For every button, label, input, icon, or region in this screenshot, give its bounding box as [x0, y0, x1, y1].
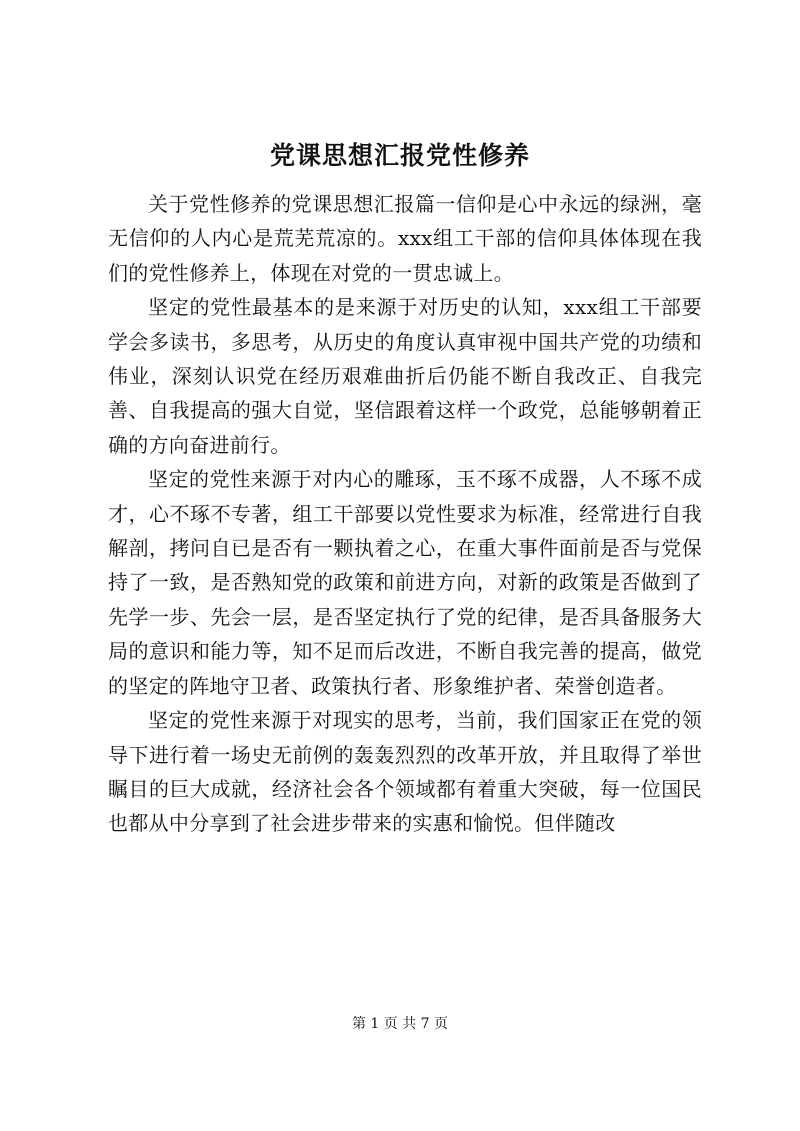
paragraph-3: 坚定的党性来源于对内心的雕琢，玉不琢不成器，人不琢不成才，心不琢不专著，组工干部要以党性要求为标准，经常进行自我解剖，拷问自已是否有一颗执着之心，在重大事件面前是否与党保持了一致，是否熟知党的政策和前进方向，对新的政策是否做到了先学一步、先会一层，是否坚定执行了党的纪律，是否具备服务大局的意识和能力等，知不足而后改进，不断自我完善的提高，做党的坚定的阵地守卫者、政策执行者、形象维护者、荣誉创造者。 [108, 467, 702, 698]
page-footer: 第 1 页 共 7 页 [351, 1016, 449, 1032]
paragraph-2: 坚定的党性最基本的是来源于对历史的认知，xxx组工干部要学会多读书，多思考，从历史的角度认真审视中国共产党的功绩和伟业，深刻认识党在经历艰难曲折后仍能不断自我改正、自我完善、自我提高的强大自觉，坚信跟着这样一个政党，总能够朝着正确的方向奋进前行。 [108, 295, 702, 457]
paragraph-1: 关于党性修养的党课思想汇报篇一信仰是心中永远的绿洲，毫无信仰的人内心是荒芜荒凉的。xxx组工干部的信仰具体体现在我们的党性修养上，体现在对党的一贯忠诚上。 [108, 192, 702, 285]
document-title: 党课思想汇报党性修养 [269, 141, 530, 170]
paragraph-4: 坚定的党性来源于对现实的思考，当前，我们国家正在党的领导下进行着一场史无前例的轰轰烈烈的改革开放，并且取得了举世瞩目的巨大成就，经济社会各个领域都有着重大突破，每一位国民也都从中分享到了社会进步带来的实惠和愉悦。但伴随改 [108, 708, 702, 836]
document-body [108, 187, 702, 841]
